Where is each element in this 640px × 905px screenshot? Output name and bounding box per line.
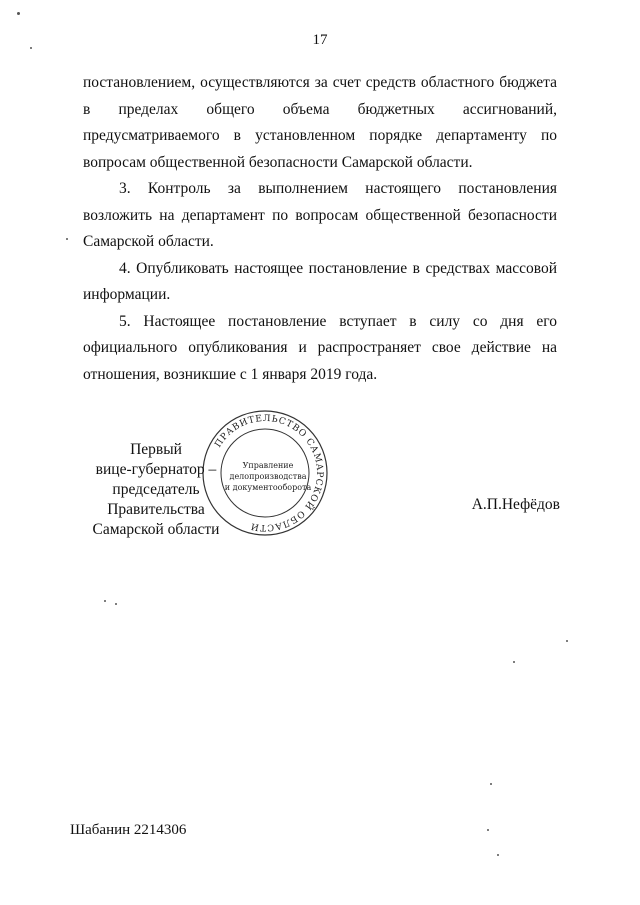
- document-body: [83, 70, 557, 388]
- signatory-position: [80, 440, 232, 540]
- position-line-3: председатель Правительства: [107, 481, 205, 518]
- scan-speck: [30, 47, 32, 49]
- scan-speck: [566, 640, 568, 642]
- scan-speck: [487, 829, 489, 831]
- stamp-line-1: Управление: [242, 461, 294, 470]
- scan-speck: [497, 854, 499, 856]
- scan-speck: [66, 238, 68, 240]
- stamp-ring-text: ПРАВИТЕЛЬСТВО САМАРСКОЙ ОБЛАСТИ: [213, 413, 325, 533]
- stamp-line-2: делопроизводства: [229, 472, 307, 481]
- scan-speck: [513, 661, 515, 663]
- position-line-1: Первый: [130, 441, 182, 458]
- paragraph-5: 5. Настоящее постановление вступает в силу со дня его официального опубликования и распространяет свое действие на отношения, возникшие с 1 января 2019 года.: [83, 312, 557, 383]
- signature-block: [80, 413, 560, 538]
- executor-contact: Шабанин 2214306: [70, 822, 187, 838]
- signatory-name: А.П.Нефёдов: [471, 496, 560, 513]
- position-line-2: вице-губернатор –: [95, 461, 217, 478]
- scan-speck: [490, 783, 492, 785]
- paragraph-continuation: постановлением, осуществляются за счет средств областного бюджета в пределах общего объема бюджетных ассигнований, предусматриваемого в установленном порядке департаменту по вопросам общественной безопасности Самарской области.: [83, 74, 557, 171]
- paragraph-4: 4. Опубликовать настоящее постановление в средствах массовой информации.: [83, 259, 557, 303]
- scan-speck: [17, 12, 20, 15]
- paragraph-3: 3. Контроль за выполнением настоящего постановления возложить на департамент по вопросам общественной безопасности Самарской области.: [83, 180, 557, 250]
- position-line-4: Самарской области: [92, 521, 220, 538]
- scan-speck: [104, 600, 106, 602]
- page-number: 17: [312, 32, 328, 48]
- stamp-line-3: и документооборота: [224, 483, 312, 492]
- scan-speck: [115, 603, 117, 605]
